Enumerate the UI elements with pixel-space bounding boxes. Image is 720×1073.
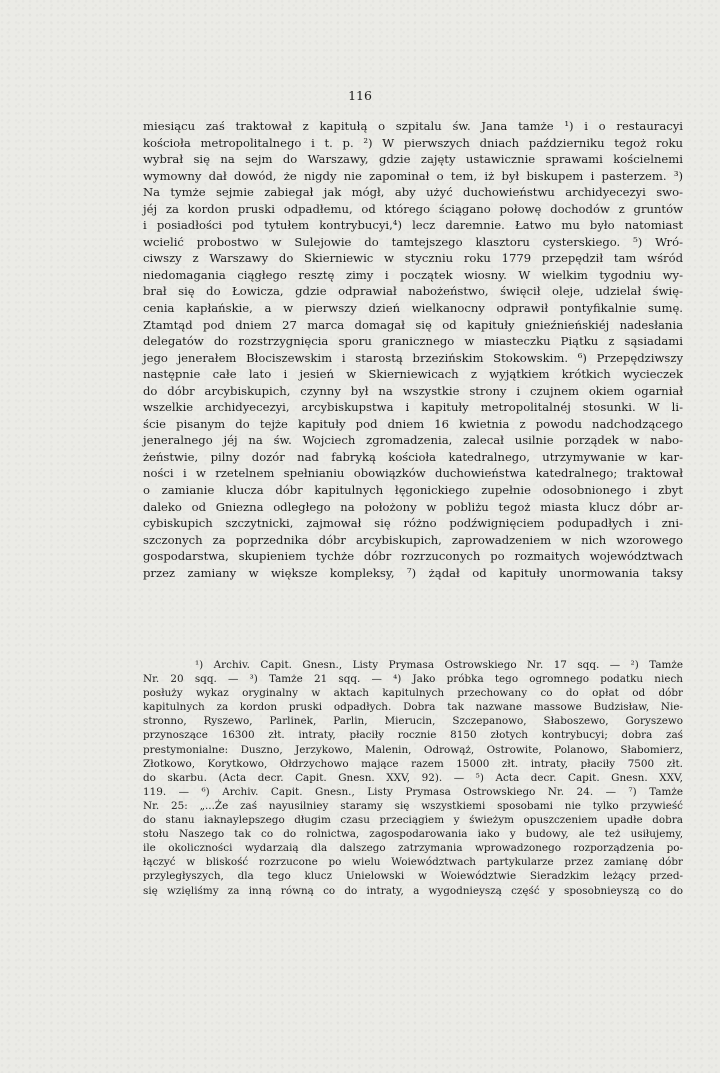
- footnote-line: prestymonialne: Duszno, Jerzykowo, Malenin, Odrowąż, Ostrowite, Polanowo, Słabomierz,: [143, 743, 683, 756]
- footnote-line: przynoszące 16300 złt. intraty, płaciły rocznie 8150 złotych kontrybucyi; dobra zaś: [143, 729, 683, 742]
- text-line: i posiadłości pod tytułem kontrybucyi,⁴) lecz daremnie. Łatwo mu było natomiast: [143, 218, 683, 233]
- text-line: ności i w rzetelnem spełnianiu obowiązków duchowieństwa katedralnego; traktował: [143, 466, 683, 481]
- text-line: żeństwie, pilny dozór nad fabryką kościoła katedralnego, utrzymywanie w kar-: [143, 449, 683, 464]
- footnote-line: się wzięliśmy za inną równą co do intraty, a wygodnieyszą część y sposobnieyszą co do: [143, 884, 683, 897]
- text-line: jego jenerałem Błociszewskim i starostą brzezińskim Stokowskim. ⁶) Przepędziwszy: [143, 350, 683, 365]
- footnote-line: Nr. 25: „...Że zaś nayusilniey staramy się wszystkiemi sposobami nie tylko przywieść: [143, 799, 683, 812]
- text-line: ciwszy z Warszawy do Skierniewic w styczniu roku 1779 przepędził tam wśród: [143, 251, 683, 266]
- text-line: wcielić probostwo w Sulejowie do tamtejszego klasztoru cysterskiego. ⁵) Wró-: [143, 234, 683, 249]
- text-line: jéj za kordon pruski odpadłemu, od którego ściągano połowę dochodów z gruntów: [143, 201, 683, 216]
- footnote-line: przyległyszych, dla tego klucz Unielowski w Woiewództwie Sieradzkim leżący przed-: [143, 870, 683, 883]
- footnote-line: Nr. 20 sqq. — ³) Tamże 21 sqq. — ⁴) Jako próbka tego ogromnego podatku niech: [143, 673, 683, 686]
- text-line: delegatów do rozstrzygnięcia sporu granicznego w miasteczku Piątku z sąsiadami: [143, 334, 683, 349]
- main-text: [143, 118, 683, 581]
- text-line: następnie całe lato i jesień w Skierniewicach z wyjątkiem krótkich wycieczek: [143, 367, 683, 382]
- footnote-line: stronno, Ryszewo, Parlinek, Parlin, Mierucin, Szczepanowo, Słaboszewo, Goryszewo: [143, 715, 683, 728]
- text-line: wymowny dał dowód, że nigdy nie zapominał o tem, iż był biskupem i pasterzem. ³): [143, 168, 683, 183]
- text-line: wszelkie archidyecezyi, arcybiskupstwa i kapituły metropolitalnéj stosunki. W li-: [143, 400, 683, 415]
- footnote-line: ¹) Archiv. Capit. Gnesn., Listy Prymasa Ostrowskiego Nr. 17 sqq. — ²) Tamże: [195, 659, 683, 671]
- text-line: brał się do Łowicza, gdzie odprawiał nabożeństwo, święcił oleje, udzielał świę-: [143, 284, 683, 299]
- text-line: miesiącu zaś traktował z kapitułą o szpitalu św. Jana tamże ¹) i o restauracyi: [143, 119, 683, 133]
- text-line: Na tymże sejmie zabiegał jak mógł, aby użyć duchowieństwu archidyecezyi swo-: [143, 185, 683, 200]
- text-line: do dóbr arcybiskupich, czynny był na wszystkie strony i czujnem okiem ogarniał: [143, 383, 683, 398]
- page-number: 116: [348, 88, 372, 103]
- footnote-line: do skarbu. (Acta decr. Capit. Gnesn. XXV, 92). — ⁵) Acta decr. Capit. Gnesn. XXV,: [143, 771, 683, 784]
- text-line: wybrał się na sejm do Warszawy, gdzie zajęty ustawicznie sprawami kościelnemi: [143, 152, 683, 167]
- footnote-line: stołu Naszego tak co do rolnictwa, zagospodarowania iako y budowy, ale też usiłujemy,: [143, 828, 683, 841]
- text-line: przez zamiany w większe kompleksy, ⁷) żądał od kapituły unormowania taksy: [143, 565, 683, 580]
- text-line: daleko od Gniezna odległego na położony w pobliżu tegoż miasta klucz dóbr ar-: [143, 499, 683, 514]
- footnotes: [143, 658, 683, 898]
- footnote-line: łączyć w bliskość rozrzucone po wielu Woiewództwach partykularze przez zamianę dóbr: [143, 856, 683, 869]
- footnote-line: 119. — ⁶) Archiv. Capit. Gnesn., Listy Prymasa Ostrowskiego Nr. 24. — ⁷) Tamże: [143, 785, 683, 798]
- footnote-line: Złotkowo, Korytkowo, Ołdrzychowo mające razem 15000 złt. intraty, płaciły 7500 złt.: [143, 757, 683, 770]
- text-line: gospodarstwa, skupieniem tychże dóbr rozrzuconych po rozmaitych województwach: [143, 549, 683, 564]
- text-line: o zamianie klucza dóbr kapitulnych łęgonickiego zupełnie odosobnionego i zbyt: [143, 483, 683, 498]
- footnote-line: do stanu iaknaylepszego długim czasu przeciągiem y świeżym opuszczeniem upadłe dobra: [143, 814, 683, 827]
- text-line: jeneralnego jéj na św. Wojciech zgromadzenia, zalecał usilnie porządek w nabo-: [143, 433, 683, 448]
- text-line: niedomagania ciągłego resztę zimy i początek wiosny. W wielkim tygodniu wy-: [143, 267, 683, 282]
- text-line: szczonych za poprzednika dóbr arcybiskupich, zaprowadzeniem w nich wzorowego: [143, 532, 683, 547]
- footnote-line: kapitulnych za kordon pruski odpadłych. Dobra tak nazwane massowe Budzisław, Nie-: [143, 701, 683, 714]
- text-line: kościoła metropolitalnego i t. p. ²) W pierwszych dniach październiku tegoż roku: [143, 135, 683, 150]
- footnote-line: ile okoliczności wydarzaią dla dalszego zatrzymania wprowadzonego rozporządzenia po-: [143, 842, 683, 855]
- text-line: Ztamtąd pod dniem 27 marca domagał się od kapituły gnieźnieńskiéj nadesłania: [143, 317, 683, 332]
- text-line: cybiskupich szczytnicki, zajmował się różno podźwignięciem podupadłych i zni-: [143, 516, 683, 531]
- footnote-line: posłuży wykaz oryginalny w aktach kapitulnych przechowany co do opłat od dóbr: [143, 687, 683, 700]
- text-line: cenia kapłańskie, a w pierwszy dzień wielkanocny odprawił pontyfikalnie sumę.: [143, 301, 683, 316]
- text-line: ście pisanym do tejże kapituły pod dniem 16 kwietnia z powodu nadchodzącego: [143, 416, 683, 431]
